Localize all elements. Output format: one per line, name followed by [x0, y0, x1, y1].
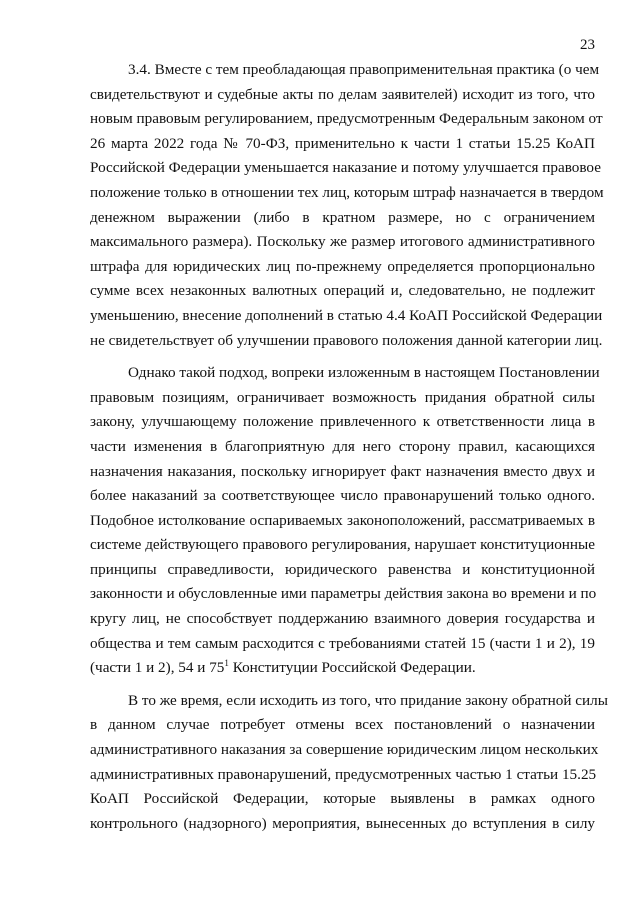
text-line: штрафа для юридических лиц по-прежнему определяется пропорционально — [90, 257, 595, 275]
text-line: уменьшению, внесение дополнений в статью 4.4 КоАП Российской Федерации — [90, 306, 603, 324]
text-line: не свидетельствует об улучшении правового положения данной категории лиц. — [90, 331, 603, 349]
text-line: принципы справедливости, юридического равенства и конституционной — [90, 560, 595, 578]
text-line: правовым позициям, ограничивает возможность придания обратной силы — [90, 388, 595, 406]
text-line: КоАП Российской Федерации, которые выявлены в рамках одного — [90, 790, 595, 808]
text-line: Однако такой подход, вопреки изложенным в настоящем Постановлении — [128, 364, 600, 382]
text-line: системе действующего правового регулирования, нарушает конституционные — [90, 536, 595, 554]
text-line: В то же время, если исходить из того, что придание закону обратной силы — [128, 691, 608, 709]
text-line: положение только в отношении тех лиц, которым штраф назначается в твердом — [90, 183, 604, 201]
text-fragment: (части 1 и 2), 54 и 75 — [90, 659, 225, 677]
text-line: новым правовым регулированием, предусмотренным Федеральным законом от — [90, 110, 603, 128]
text-line: 26 марта 2022 года № 70-ФЗ, применительно к части 1 статьи 15.25 КоАП — [90, 134, 595, 152]
text-line: в данном случае потребует отмены всех постановлений о назначении — [90, 716, 595, 734]
text-line: общества и тем самым расходится с требованиями статей 15 (части 1 и 2), 19 — [90, 634, 595, 652]
text-line-with-footnote — [90, 656, 595, 681]
text-fragment: Конституции Российской Федерации. — [228, 659, 476, 677]
text-line: части изменения в благоприятную для него сторону правил, касающихся — [90, 437, 595, 455]
text-line: административных правонарушений, предусмотренных частью 1 статьи 15.25 — [90, 765, 597, 783]
text-line: сумме всех незаконных валютных операций и, следовательно, не подлежит — [90, 282, 595, 300]
text-line: назначения наказания, поскольку игнорирует факт назначения вместо двух и — [90, 462, 595, 480]
text-line: Подобное истолкование оспариваемых законоположений, рассматриваемых в — [90, 511, 595, 529]
paragraph-2 — [90, 361, 600, 681]
paragraph-1 — [90, 58, 604, 353]
text-line: 3.4. Вместе с тем преобладающая правоприменительная практика (о чем — [128, 61, 600, 78]
text-line: максимального размера). Поскольку же размер итогового административного — [90, 233, 595, 251]
text-line: более наказаний за соответствующее число правонарушений только одного. — [90, 487, 595, 505]
text-line: законности и обусловленные ими параметры действия закона во времени и по — [90, 585, 597, 603]
page-number: 23 — [580, 37, 595, 53]
paragraph-3 — [90, 689, 608, 837]
text-line: денежном выражении (либо в кратном размере, но с ограничением — [90, 208, 595, 226]
text-line: Российской Федерации уменьшается наказание и потому улучшается правовое — [90, 159, 601, 177]
text-line: закону, улучшающему положение привлеченного к ответственности лица в — [90, 413, 595, 431]
text-line: кругу лиц, не способствует поддержанию взаимного доверия государства и — [90, 610, 595, 628]
document-body — [90, 58, 608, 836]
superscript-marker: 1 — [224, 658, 229, 669]
text-line: свидетельствуют и судебные акты по делам заявителей) исходит из того, что — [90, 85, 595, 103]
text-line: административного наказания за совершение юридическим лицом нескольких — [90, 741, 599, 759]
text-line: контрольного (надзорного) мероприятия, вынесенных до вступления в силу — [90, 814, 595, 832]
